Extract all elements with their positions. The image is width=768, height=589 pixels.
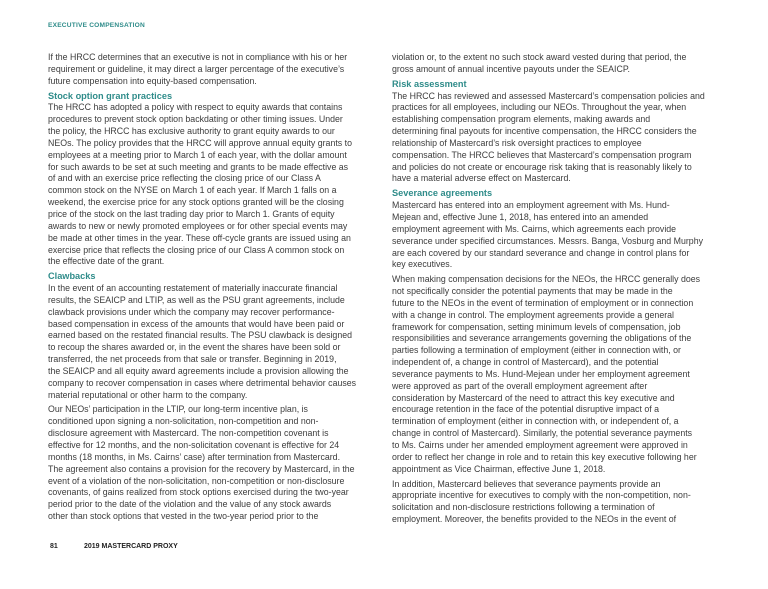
text-line: When making compensation decisions for the NEOs, the HRCC generally does	[392, 274, 701, 285]
footer-title: 2019 MASTERCARD PROXY	[84, 543, 178, 550]
text-line: to recoup the shares awarded or, in the event the shares have been sold or	[48, 342, 341, 353]
text-line: based compensation in excess of the amounts that would have been paid or	[48, 318, 345, 329]
section-heading: Severance agreements	[392, 188, 493, 199]
text-line: gross amount of annual incentive payouts under the SEAICP.	[392, 63, 630, 74]
paragraph	[48, 283, 383, 401]
text-line: employment agreement with Ms. Cairns, which agreements each provide	[392, 223, 677, 234]
text-line: severance payments to Ms. Hund-Mejean under her employment agreement	[392, 368, 690, 379]
right-column	[392, 52, 727, 526]
text-line: solicitation and non-disclosure restrictions following a termination of	[392, 502, 655, 513]
text-line: responsibilities and severance arrangements governing the obligations of the	[392, 333, 692, 344]
text-line: weekend, the exercise price for any stock options granted will be the closing	[48, 197, 344, 208]
text-line: appointment as Vice Chairman, effective June 1, 2018.	[392, 463, 606, 474]
text-line: the SEAICP and all equity award agreements include a provision allowing the	[48, 365, 349, 376]
text-line: and policies do not create or encourage risk taking that is reasonably likely to	[392, 161, 692, 172]
text-line: are each covered by our standard severance and change in control plans for	[392, 247, 690, 258]
text-line: practices for all employees, including our NEOs. Throughout the year, when	[392, 102, 687, 113]
text-line: clawback provisions under which the company may recover performance-	[48, 306, 335, 317]
paragraph	[48, 404, 383, 522]
text-line: of and with an exercise price reflecting the closing price of our Class A	[48, 173, 321, 184]
text-line: In the event of an accounting restatement of materially inaccurate financial	[48, 283, 338, 294]
text-line: event of a violation of the non-solicitation, non-competition or non-disclosure	[48, 475, 345, 486]
text-line: change in control of Mastercard). Similarly, the potential severance payments	[392, 428, 693, 439]
text-line: order to reflect her change in role and to retain this key executive following her	[392, 451, 697, 462]
text-line: The HRCC has reviewed and assessed Mastercard’s compensation policies and	[392, 90, 705, 101]
paragraph	[48, 102, 383, 268]
text-line: for such awards to be set at such meeting and grants to be made effective as	[48, 161, 349, 172]
text-line: employment. Moreover, the benefits provided to the NEOs in the event of	[392, 514, 677, 525]
paragraph	[392, 52, 727, 76]
text-line: termination of employment (either in connection with, or independent of, a	[392, 416, 679, 427]
section-heading: Stock option grant practices	[48, 90, 173, 101]
paragraph	[392, 91, 727, 186]
text-line: the effective date of the grant.	[48, 256, 165, 267]
text-line: framework for compensation, setting minimum levels of compensation, job	[392, 321, 681, 332]
text-line: parties following a termination of employment (either in connection with, or	[392, 345, 681, 356]
text-line: relationship of Mastercard’s risk oversight practices to employee	[392, 137, 642, 148]
text-line: NEOs. The policy provides that the HRCC will approve annual equity grants to	[48, 137, 352, 148]
section-heading: Clawbacks	[48, 271, 96, 282]
text-line: earned based on the restated financial results. The PSU clawback is designed	[48, 330, 352, 341]
paragraph	[392, 274, 727, 475]
text-line: Mejean and, effective June 1, 2018, has entered into an amended	[392, 211, 649, 222]
text-line: employees at a meeting prior to March 1 of each year, with the dollar amount	[48, 149, 347, 160]
text-line: conditioned upon signing a non-solicitation, non-competition and non-	[48, 416, 319, 427]
text-line: violation or, to the extent no such stock award vested during that period, the	[392, 52, 687, 62]
text-line: exercise price that reflects the closing price of our Class A common stock on	[48, 244, 345, 255]
text-line: severance under specified circumstances. Messrs. Banga, Vosburg and Murphy	[392, 235, 703, 246]
text-line: covenants, of gains realized from stock options exercised during the two-year	[48, 487, 349, 498]
text-line: with a change in control. The employment agreements provide a general	[392, 309, 674, 320]
text-line: key executives.	[392, 259, 453, 270]
paragraph	[48, 52, 383, 88]
text-line: consideration by Mastercard of the need to attract this key executive and	[392, 392, 675, 403]
text-line: disclosure agreement with Mastercard. The non-competition covenant is	[48, 428, 329, 439]
text-line: company to recover compensation in cases where detrimental behavior causes	[48, 377, 357, 388]
text-line: results, the SEAICP and LTIP, as well as the PSU grant agreements, include	[48, 294, 345, 305]
text-line: other than stock options that vested in the two-year period prior to the	[48, 511, 319, 522]
text-line: The agreement also contains a provision for the recovery by Mastercard, in the	[48, 463, 355, 474]
left-column	[48, 52, 383, 523]
text-line: compensation. The HRCC believes that Mastercard’s compensation program	[392, 149, 692, 160]
text-line: If the HRCC determines that an executive is not in compliance with his or her	[48, 52, 348, 62]
text-line: to Ms. Cairns under her amended employment agreement were approved in	[392, 440, 688, 450]
text-line: encourage retention in the face of the potential disruptive impact of a	[392, 404, 660, 415]
text-line: common stock on the NYSE on March 1 of each year. If March 1 falls on a	[48, 185, 337, 196]
text-line: transferred, the net proceeds from that sale or transfer. Beginning in 2019,	[48, 354, 337, 365]
text-line: months (18 months, in Ms. Cairns’ case) after termination from Mastercard.	[48, 451, 341, 462]
text-line: procedures to prevent stock option backdating or other timing issues. Under	[48, 114, 343, 125]
text-line: requirement or guideline, it may direct a larger percentage of the executive’s	[48, 63, 345, 74]
text-line: establishing compensation program elements, making awards and	[392, 114, 651, 125]
text-line: The HRCC has adopted a policy with respect to equity awards that contains	[48, 102, 343, 113]
text-line: determining final payouts for incentive compensation, the HRCC considers the	[392, 126, 697, 137]
text-line: independent of, a change in control of Mastercard), and the potential	[392, 357, 659, 368]
text-line: Our NEOs’ participation in the LTIP, our long-term incentive plan, is	[48, 404, 308, 415]
text-line: be made at other times in the year. These off-cycle grants are issued using an	[48, 232, 351, 243]
text-line: the policy, the HRCC has exclusive authority to grant equity awards to our	[48, 126, 335, 137]
text-line: awards to new or newly promoted employees or for other special events may	[48, 220, 348, 231]
text-line: were approved as part of the overall employment agreement after	[392, 380, 648, 391]
text-line: appropriate incentive for executives to comply with the non-competition, non-	[392, 490, 691, 501]
text-line: price of the stock on the last trading day prior to March 1. Grants of equity	[48, 208, 335, 219]
text-line: future compensation into equity-based compensation.	[48, 75, 257, 86]
paragraph	[392, 200, 727, 271]
page-number: 81	[50, 543, 58, 550]
paragraph	[392, 479, 727, 526]
text-line: period prior to the date of the violation and the value of any stock awards	[48, 499, 332, 510]
section-label: EXECUTIVE COMPENSATION	[48, 22, 145, 29]
text-line: have a material adverse effect on Mastercard.	[392, 173, 571, 184]
text-line: material reputational or other harm to the company.	[48, 389, 248, 400]
text-line: not specifically consider the potential payments that may be made in the	[392, 286, 673, 297]
text-line: future to the NEOs in the event of termination of employment or in connection	[392, 297, 694, 308]
text-line: In addition, Mastercard believes that severance payments provide an	[392, 478, 661, 489]
section-heading: Risk assessment	[392, 78, 467, 89]
text-line: effective for 12 months, and the non-solicitation covenant is effective for 24	[48, 440, 340, 450]
text-line: Mastercard has entered into an employment agreement with Ms. Hund-	[392, 200, 670, 211]
